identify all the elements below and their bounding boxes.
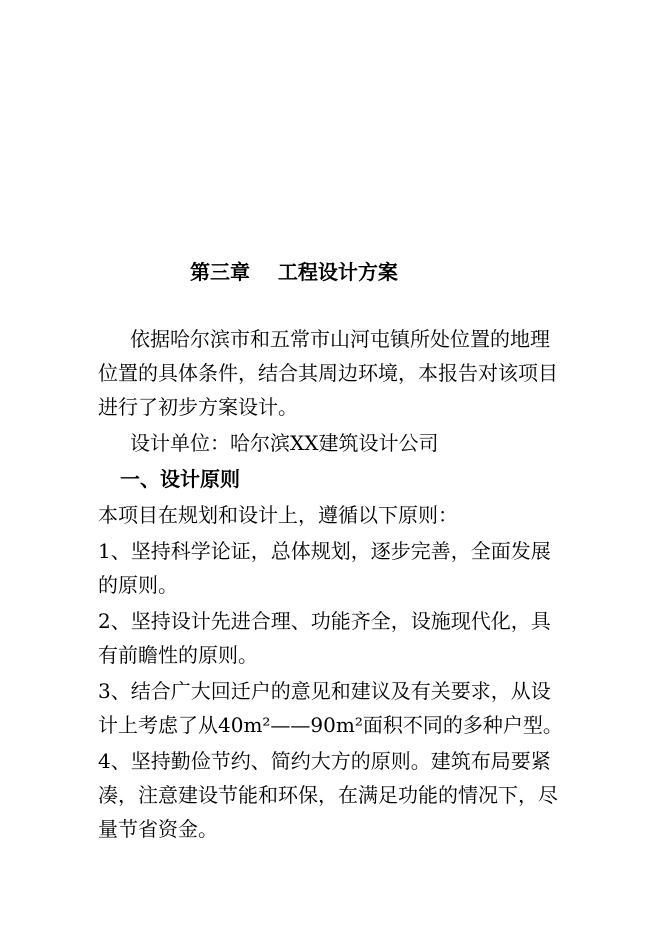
principle-1-line-2: 的原则。 [98, 573, 178, 597]
section-lead: 本项目在规划和设计上，遵循以下原则： [98, 503, 458, 527]
principle-4-line-2: 凑，注意建设节能和环保，在满足功能的情况下，尽 [98, 783, 558, 807]
principle-2-line-2: 有前瞻性的原则。 [98, 643, 258, 667]
principle-2-line-1: 2、坚持设计先进合理、功能齐全，设施现代化，具 [98, 609, 551, 633]
principle-1-line-1: 1、坚持科学论证，总体规划，逐步完善，全面发展 [98, 539, 551, 563]
intro-line-2: 位置的具体条件，结合其周边环境，本报告对该项目 [98, 361, 558, 385]
chapter-title: 第三章 工程设计方案 [190, 260, 398, 284]
principle-3-line-1: 3、结合广大回迁户的意见和建议及有关要求，从设 [98, 679, 551, 703]
design-unit: 设计单位：哈尔滨XX建筑设计公司 [130, 431, 439, 455]
principle-4-line-3: 量节省资金。 [98, 817, 218, 841]
principle-4-line-1: 4、坚持勤俭节约、简约大方的原则。建筑布局要紧 [98, 749, 551, 773]
intro-line-3: 进行了初步方案设计。 [98, 395, 298, 419]
section-heading: 一、设计原则 [120, 467, 240, 491]
principle-3-line-2: 计上考虑了从40m²——90m²面积不同的多种户型。 [98, 713, 563, 737]
intro-line-1: 依据哈尔滨市和五常市山河屯镇所处位置的地理 [130, 327, 550, 351]
